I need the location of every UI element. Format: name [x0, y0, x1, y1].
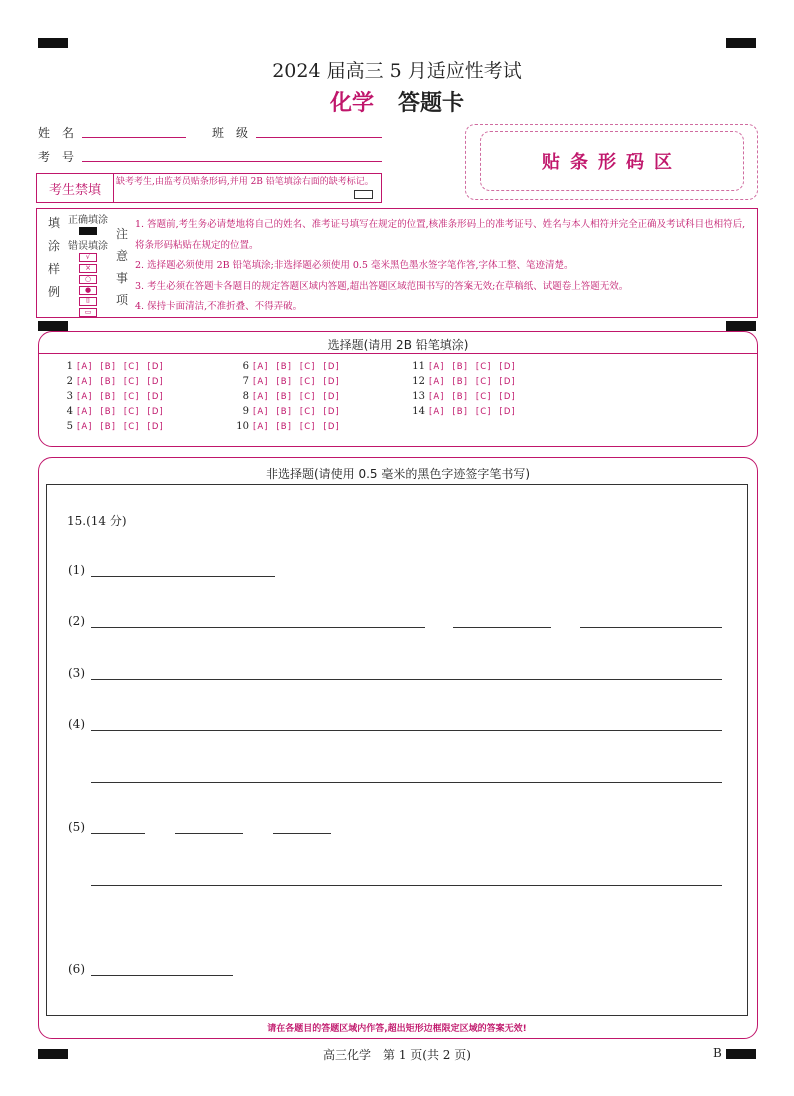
mc-option-bubble[interactable]: [B] — [100, 407, 116, 417]
missing-exam-checkbox[interactable] — [354, 190, 373, 199]
mc-option-bubble[interactable]: [A] — [429, 407, 445, 417]
notes-vertical-label — [115, 223, 129, 311]
correct-fill-label: 正确填涂 — [68, 215, 108, 226]
mc-question-number: 14 — [412, 406, 425, 417]
alignment-marker-mid-right — [726, 321, 756, 331]
mc-question-row — [235, 376, 348, 387]
page-footer: 高三化学 第 1 页(共 2 页) — [323, 1048, 471, 1062]
notes-char: 项 — [115, 293, 128, 307]
mc-question-number: 11 — [412, 361, 425, 372]
mc-option-bubble[interactable]: [D] — [147, 407, 164, 417]
mc-option-bubble[interactable]: [A] — [253, 422, 269, 432]
mc-question-number: 12 — [412, 376, 425, 387]
mc-option-bubble[interactable]: [A] — [253, 377, 269, 387]
version-code: B — [713, 1046, 722, 1060]
mc-option-bubble[interactable]: [D] — [499, 392, 516, 402]
mc-option-bubble[interactable]: [B] — [276, 362, 292, 372]
section-divider — [39, 353, 757, 354]
fill-example — [61, 211, 115, 318]
mc-option-bubble[interactable]: [C] — [123, 377, 140, 387]
mc-question-row — [235, 361, 348, 372]
mc-option-bubble[interactable]: [A] — [253, 407, 269, 417]
mc-option-bubble[interactable]: [B] — [100, 377, 116, 387]
mc-option-bubble[interactable]: [D] — [147, 392, 164, 402]
exam-title: 2024 届高三 5 月适应性考试 — [272, 60, 522, 82]
answer-blank[interactable] — [91, 679, 722, 680]
mc-option-bubble[interactable]: [B] — [276, 377, 292, 387]
mc-option-bubble[interactable]: [C] — [123, 392, 140, 402]
mc-option-bubble[interactable]: [D] — [499, 407, 516, 417]
wrong-fill-mark: ● — [79, 286, 97, 295]
alignment-marker-top-left — [38, 38, 68, 48]
wrong-fill-mark: ○ — [79, 275, 97, 284]
mc-option-bubble[interactable]: [B] — [452, 407, 468, 417]
mc-option-bubble[interactable]: [C] — [475, 377, 492, 387]
answer-blank[interactable] — [175, 833, 243, 834]
mc-question-number: 13 — [412, 391, 425, 402]
wrong-fill-label: 错误填涂 — [68, 241, 108, 252]
mc-question-number: 2 — [66, 376, 73, 387]
mc-option-bubble[interactable]: [C] — [299, 377, 316, 387]
mc-question-row — [411, 391, 524, 402]
missing-exam-box — [36, 173, 382, 203]
mc-question-row — [411, 406, 524, 417]
class-field[interactable] — [256, 137, 382, 138]
part-label: (3) — [68, 666, 85, 680]
fill-example-char: 例 — [47, 285, 60, 299]
notes-char: 意 — [115, 249, 128, 263]
mc-question-number: 6 — [242, 361, 249, 372]
mc-option-bubble[interactable]: [B] — [100, 422, 116, 432]
answer-blank[interactable] — [580, 627, 722, 628]
mc-option-bubble[interactable]: [B] — [452, 392, 468, 402]
mc-option-bubble[interactable]: [D] — [323, 392, 340, 402]
mc-option-bubble[interactable]: [A] — [77, 362, 93, 372]
multiple-choice-section — [38, 331, 758, 447]
mc-question-number: 9 — [242, 406, 249, 417]
page-title — [0, 86, 794, 117]
mc-question-row — [59, 421, 172, 432]
mc-question-number: 8 — [242, 391, 249, 402]
note-item: 3. 考生必须在答题卡各题目的规定答题区域内答题,超出答题区域范围书写的答案无效;在草稿纸、试题卷上答题无效。 — [135, 280, 629, 292]
mc-question-row — [59, 406, 172, 417]
mc-question-number: 7 — [242, 376, 249, 387]
mc-option-bubble[interactable]: [B] — [276, 392, 292, 402]
mc-question-row — [235, 391, 348, 402]
mc-question-row — [411, 361, 524, 372]
mc-option-bubble[interactable]: [D] — [323, 407, 340, 417]
question-15-label: 15.(14 分) — [67, 514, 127, 528]
class-label: 班 级 — [212, 126, 249, 140]
answer-blank[interactable] — [273, 833, 331, 834]
answer-blank[interactable] — [91, 885, 722, 886]
fill-example-char: 样 — [47, 262, 60, 276]
answer-box[interactable] — [46, 484, 748, 1016]
mc-option-bubble[interactable]: [B] — [100, 362, 116, 372]
part-label: (6) — [68, 962, 85, 976]
mc-option-bubble[interactable]: [D] — [323, 422, 340, 432]
mc-option-bubble[interactable]: [D] — [323, 377, 340, 387]
barcode-area-label: 贴条形码区 — [480, 131, 744, 191]
mc-option-bubble[interactable]: [A] — [77, 392, 93, 402]
wrong-fill-mark: √ — [79, 253, 97, 262]
mc-option-bubble[interactable]: [A] — [77, 377, 93, 387]
mc-option-bubble[interactable]: [C] — [123, 362, 140, 372]
mc-option-bubble[interactable]: [C] — [299, 362, 316, 372]
note-item: 2. 选择题必须使用 2B 铅笔填涂;非选择题必须使用 0.5 毫米黑色墨水签字笔作答,字体工整、笔迹清楚。 — [135, 260, 574, 271]
correct-fill-mark — [79, 227, 97, 235]
mc-option-bubble[interactable]: [B] — [100, 392, 116, 402]
part-label: (1) — [68, 563, 85, 577]
mc-question-row — [235, 406, 348, 417]
notes-list — [135, 215, 753, 318]
mc-option-bubble[interactable]: [C] — [475, 362, 492, 372]
mc-question-row — [411, 376, 524, 387]
missing-exam-label: 考生禁填 — [37, 174, 114, 202]
multiple-choice-title: 选择题(请用 2B 铅笔填涂) — [327, 338, 469, 352]
mc-question-row — [59, 391, 172, 402]
alignment-marker-top-right — [726, 38, 756, 48]
mc-question-number: 10 — [236, 421, 249, 432]
card-label: 答题卡 — [398, 90, 465, 116]
mc-option-bubble[interactable]: [C] — [299, 392, 316, 402]
mc-question-number: 4 — [66, 406, 73, 417]
wrong-fill-mark: × — [79, 264, 97, 273]
mc-question-row — [59, 376, 172, 387]
missing-exam-text: 缺考考生,由监考员贴条形码,并用 2B 铅笔填涂右面的缺考标记。 — [116, 177, 374, 187]
mc-option-bubble[interactable]: [A] — [429, 392, 445, 402]
mc-question-number: 1 — [66, 361, 73, 372]
mc-option-bubble[interactable]: [A] — [429, 362, 445, 372]
name-field[interactable] — [82, 137, 186, 138]
mc-question-row — [59, 361, 172, 372]
fill-example-char: 涂 — [47, 239, 60, 253]
answer-blank[interactable] — [453, 627, 551, 628]
answer-blank[interactable] — [91, 627, 425, 628]
instructions-panel — [36, 208, 758, 318]
part-label: (5) — [68, 820, 85, 834]
answer-blank[interactable] — [91, 782, 722, 783]
mc-option-bubble[interactable]: [D] — [147, 377, 164, 387]
answer-area-warning: 请在各题目的答题区域内作答,超出矩形边框限定区域的答案无效! — [267, 1024, 527, 1034]
mc-option-bubble[interactable]: [A] — [253, 392, 269, 402]
answer-blank[interactable] — [91, 833, 145, 834]
exam-number-field[interactable] — [82, 161, 382, 162]
notes-char: 注 — [115, 227, 128, 241]
fill-example-vertical-label — [47, 215, 61, 301]
fill-example-char: 填 — [47, 216, 60, 230]
mc-option-bubble[interactable]: [C] — [123, 422, 140, 432]
mc-option-bubble[interactable]: [D] — [147, 422, 164, 432]
mc-option-bubble[interactable]: [C] — [299, 422, 316, 432]
note-item: 4. 保持卡面清洁,不准折叠、不得弄破。 — [135, 301, 303, 312]
mc-option-bubble[interactable]: [A] — [429, 377, 445, 387]
mc-option-bubble[interactable]: [C] — [475, 407, 492, 417]
note-item: 1. 答题前,考生务必请楚地将自己的姓名、准考证号填写在规定的位置,核准条形码上的准考证号、姓名与本人相符并完全正确及考试科目也相符后,将条形码粘贴在规定的位置。 — [135, 219, 746, 251]
mc-option-bubble[interactable]: [C] — [123, 407, 140, 417]
notes-char: 事 — [115, 271, 128, 285]
mc-option-bubble[interactable]: [A] — [77, 407, 93, 417]
part-label: (4) — [68, 717, 85, 731]
wrong-fill-mark: ▭ — [79, 308, 97, 317]
part-label: (2) — [68, 614, 85, 628]
mc-option-bubble[interactable]: [D] — [499, 362, 516, 372]
mc-option-bubble[interactable]: [A] — [77, 422, 93, 432]
answer-blank[interactable] — [91, 730, 722, 731]
mc-option-bubble[interactable]: [B] — [452, 377, 468, 387]
mc-question-number: 3 — [66, 391, 73, 402]
open-answer-title: 非选择题(请使用 0.5 毫米的黑色字迹签字笔书写) — [265, 467, 531, 481]
mc-option-bubble[interactable]: [C] — [475, 392, 492, 402]
subject-label: 化学 — [329, 90, 374, 116]
exam-number-label: 考 号 — [38, 150, 75, 164]
answer-blank[interactable] — [91, 975, 233, 976]
mc-option-bubble[interactable]: [C] — [299, 407, 316, 417]
mc-option-bubble[interactable]: [D] — [147, 362, 164, 372]
wrong-fill-mark: ⌷ — [79, 297, 97, 306]
mc-option-bubble[interactable]: [B] — [276, 407, 292, 417]
answer-blank[interactable] — [91, 576, 275, 577]
alignment-marker-mid-left — [38, 321, 68, 331]
mc-question-number: 5 — [66, 421, 73, 432]
mc-option-bubble[interactable]: [A] — [253, 362, 269, 372]
mc-question-row — [235, 421, 348, 432]
mc-option-bubble[interactable]: [B] — [276, 422, 292, 432]
mc-option-bubble[interactable]: [D] — [323, 362, 340, 372]
name-label: 姓 名 — [38, 126, 75, 140]
mc-option-bubble[interactable]: [D] — [499, 377, 516, 387]
mc-option-bubble[interactable]: [B] — [452, 362, 468, 372]
